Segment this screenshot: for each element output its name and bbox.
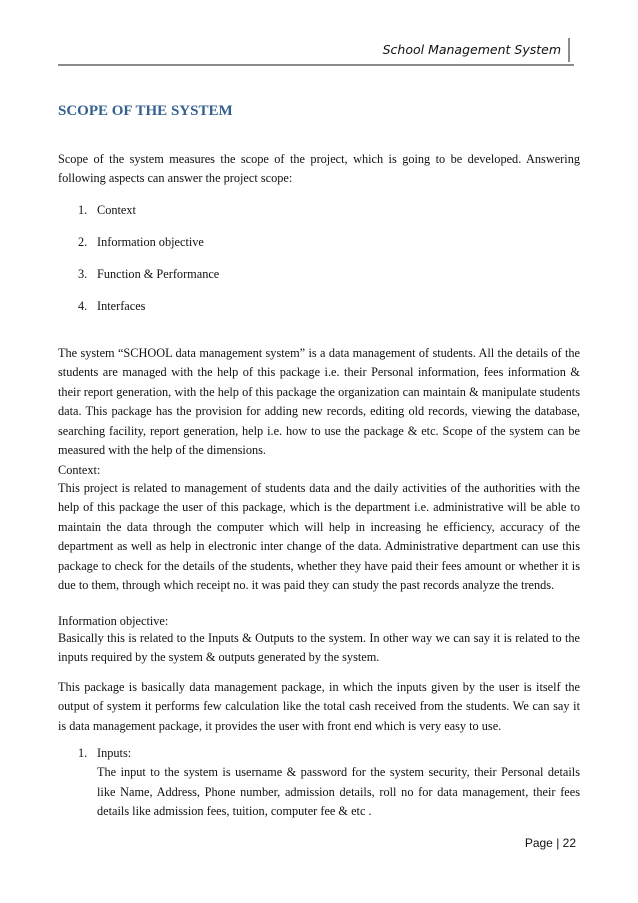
context-heading: Context: [58, 463, 101, 477]
scope-list-item-context [78, 203, 136, 218]
inputs-item-head [78, 744, 580, 763]
section-title: SCOPE OF THE SYSTEM [58, 103, 233, 119]
system-paragraph: The system “SCHOOL data management system” is a data management of students. All the details of the students are managed with the help of this package i.e. their Personal information, fees information & their report generation, with the help of this package the organization can maintain & manipulate students data. This package has the provision for adding new records, editing old records, viewing the database, searching facility, report generation, help i.e. how to use the package & etc. Scope of the system can be measured with the help of the dimensions. [58, 346, 580, 458]
scope-list-item-interfaces [78, 299, 145, 314]
inputs-heading: Inputs: [97, 746, 132, 760]
list-label: Information objective [97, 235, 204, 249]
intro-paragraph: Scope of the system measures the scope of the project, which is going to be developed. Answering following aspects can answer the project scope: [58, 152, 580, 186]
information-objective-paragraph: Basically this is related to the Inputs & Outputs to the system. In other way we can say it is related to the inputs required by the system & outputs generated by the system. [58, 631, 580, 665]
inputs-list-item [78, 744, 580, 822]
scope-list-item-function-performance [78, 267, 219, 282]
list-label: Interfaces [97, 299, 146, 313]
list-number: 3. [78, 267, 88, 281]
header-title: School Management System [382, 42, 561, 57]
page-number: Page | 22 [524, 836, 576, 850]
page-header [58, 38, 574, 66]
information-objective-heading: Information objective: [58, 614, 169, 628]
scope-list-item-information-objective [78, 235, 204, 250]
list-label: Context [97, 203, 136, 217]
list-number: 2. [78, 235, 88, 249]
package-paragraph: This package is basically data management package, in which the inputs given by the user is itself the output of system it performs few calculation like the total cash received from the students. We can say it is data management package, it provides the user with front end which is very easy to use. [58, 680, 580, 733]
list-number: 4. [78, 299, 88, 313]
inputs-description: The input to the system is username & password for the system security, their Personal details like Name, Address, Phone number, admission details, roll no for data management, their fees details like admission fees, tuition, computer fee & etc . [97, 765, 580, 819]
list-number: 1. [78, 746, 88, 760]
list-number: 1. [78, 203, 88, 217]
header-divider-bar [568, 38, 570, 62]
list-label: Function & Performance [97, 267, 220, 281]
context-paragraph: This project is related to management of students data and the daily activities of the authorities with the help of this package the user of this package, which is the department i.e. administrative will be able to maintain the data through the computer which will help in increasing he efficiency, accuracy of the department as well as help in electronic inter change of the data. Administrative department can use this package to check for the details of the students, whether they have paid their fees amount or whether it is due to them, through which receipt no. it was paid they can study the past records analyze the trends. [58, 481, 580, 593]
